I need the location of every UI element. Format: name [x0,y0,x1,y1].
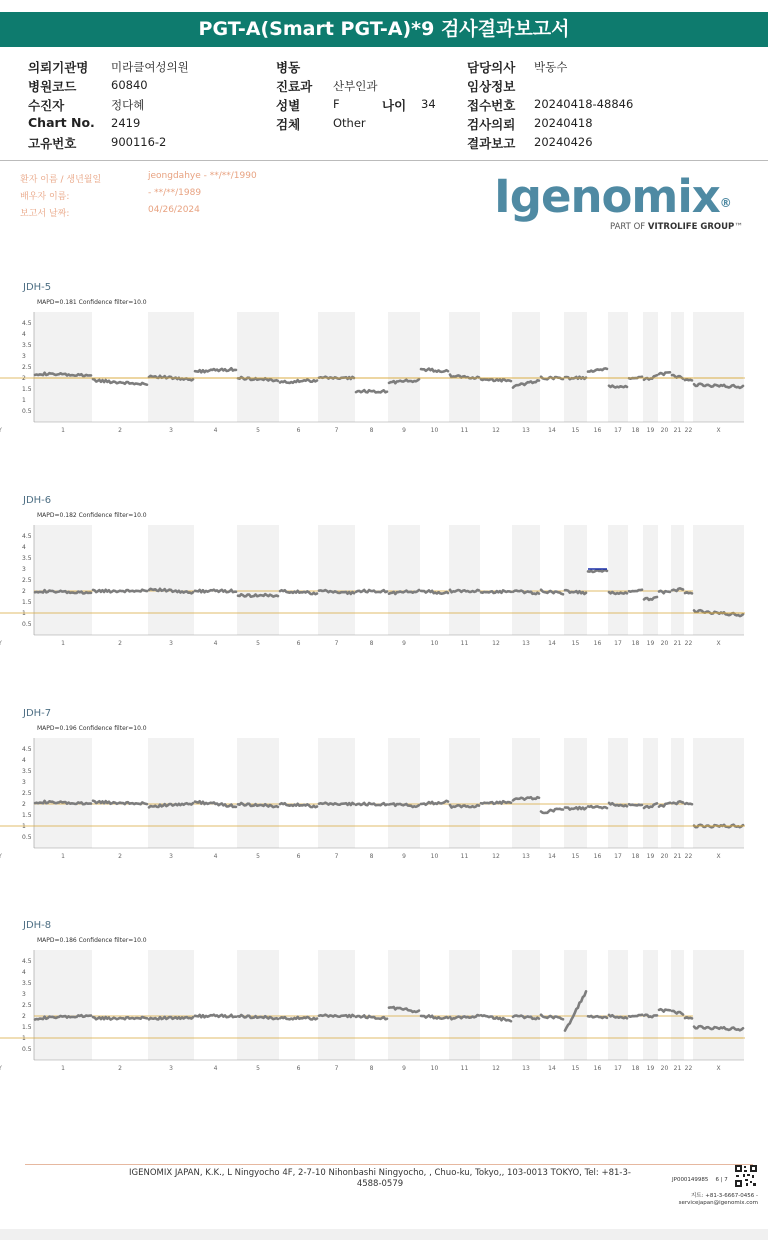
x-tick-label: 2 [118,853,122,860]
y-tick-label: 1.5 [22,812,32,819]
y-tick-label: 4.5 [22,958,32,965]
x-tick-label: 12 [492,1065,500,1072]
x-tick-label: 19 [646,640,655,647]
x-tick-label: 11 [460,1065,469,1072]
cnv-segment-chr2 [93,1017,147,1020]
patient-info-table [0,55,768,155]
chromosome-band [318,950,355,1060]
chromosome-band [449,525,480,635]
chromosome-band [608,738,628,848]
chromosome-band [512,312,540,422]
x-tick-label: 7 [334,853,339,860]
cnv-segment-chr16 [588,806,607,808]
qr-code-icon [735,1165,757,1187]
cnv-segment-chr20 [659,1009,670,1011]
y-tick-label: 0.5 [22,1046,32,1053]
x-tick-label: 15 [571,427,580,434]
x-tick-label: 13 [522,853,530,860]
x-tick-label: 15 [571,853,580,860]
info-value: 900116-2 [111,135,167,149]
x-tick-label: 22 [684,853,693,860]
x-tick-label: 5 [256,640,260,647]
chromosome-band [318,738,355,848]
cnv-segment-chr16 [588,570,607,572]
y-tick-label: 4 [22,544,26,551]
x-tick-label: 1 [61,1065,65,1072]
x-tick-label: 13 [522,640,530,647]
x-tick-label: 6 [296,853,301,860]
cnv-segment-chr2 [93,801,147,805]
doc-id: JP000149985 [672,1177,709,1183]
chart-subtitle: MAPD=0.196 Confidence filter=10.0 [37,725,147,732]
chromosome-band [671,950,684,1060]
x-tick-label: 2 [118,427,122,434]
chart-subtitle: MAPD=0.186 Confidence filter=10.0 [37,937,147,944]
x-tick-label: 16 [593,427,602,434]
y-tick-label: 2 [22,1013,26,1020]
chromosome-band [449,950,480,1060]
chromosome-band [564,738,587,848]
info-value: 정다혜 [111,98,145,112]
cnv-plot [0,282,768,442]
cnv-segment-chr4 [195,590,236,593]
y-tick-label: 4.5 [22,746,32,753]
cnv-segment-chr2 [93,379,147,385]
y-tick-label: 1.5 [22,599,32,606]
cnv-segment-chr4 [195,1015,236,1018]
chromosome-band [693,738,744,848]
x-tick-label: 13 [522,427,530,434]
footer-divider [25,1164,753,1165]
chromosome-band [388,738,420,848]
chromosome-band [388,312,420,422]
x-tick-label: 19 [646,427,655,434]
cnv-segment-chr15 [565,807,586,810]
info-key: 검체 [276,117,301,132]
cnv-chart-4 [0,920,768,1120]
cnv-segment-chr8 [356,590,387,592]
cnv-segment-chr20 [659,803,670,807]
info-key: 접수번호 [467,98,516,113]
info-value: 미라클여성의원 [111,60,189,74]
x-tick-label: 22 [684,640,693,647]
x-tick-label: 14 [548,640,556,647]
chromosome-band [512,525,540,635]
x-tick-label: 6 [296,427,301,434]
cnv-segment-chr18 [629,590,642,592]
chromosome-band [148,950,194,1060]
y-tick-label: 2.5 [22,364,32,371]
contact-fax: 지트: +81-3-6667-0456 - [690,1193,758,1199]
cnv-chart-3 [0,708,768,908]
x-tick-label: 13 [522,1065,530,1072]
x-tick-label: 21 [673,640,682,647]
info-key: 임상정보 [467,79,516,94]
chart-title: JDH-5 [23,282,52,293]
chromosome-band [671,312,684,422]
x-tick-label: 9 [402,640,406,647]
cnv-segment-chr22 [685,379,692,380]
x-tick-label: 15 [571,640,580,647]
y-tick-label: 3.5 [22,980,32,987]
chromosome-band [693,312,744,422]
x-tick-label: 1 [61,853,65,860]
y-tick-label: 4.5 [22,320,32,327]
logo-tagline-brand: VITROLIFE GROUP [647,222,735,232]
chromosome-band [237,312,279,422]
x-tick-label: 17 [614,427,622,434]
x-tick-label: 16 [593,1065,602,1072]
y-tick-label: 4.5 [22,533,32,540]
x-tick-label: 5 [256,427,260,434]
x-tick-label: X [716,1065,721,1072]
info-value: 60840 [111,78,148,92]
logo-tagline [610,222,743,232]
cnv-segment-chr16 [588,1016,607,1018]
header-divider [0,160,768,161]
contact-email: servicejapan@igenomix.com [678,1200,758,1206]
footer-doc-id [672,1177,728,1183]
x-tick-label: 3 [169,427,173,434]
cnv-segment-chr4 [195,368,236,372]
y-tick-label: 0.5 [22,834,32,841]
cnv-segment-chr10 [421,369,448,372]
report-title: PGT-A(Smart PGT-A)*9 검사결과보고서 [0,12,768,47]
x-tick-label: 10 [430,1065,439,1072]
info-key: 진료과 [276,79,313,94]
y-tick-label: 3.5 [22,768,32,775]
x-tick-label: 12 [492,853,500,860]
chromosome-band [643,950,658,1060]
x-tick-label: 1 [61,640,65,647]
info-key: 병동 [276,60,301,75]
chromosome-band [608,950,628,1060]
chromosome-band [671,738,684,848]
info-value: 20240426 [534,135,593,149]
y-tick-label: 4 [22,757,26,764]
x-tick-label: 21 [673,427,682,434]
x-tick-label: 8 [369,1065,374,1072]
info-value: 20240418-48846 [534,97,634,111]
cnv-segment-chr6 [280,380,317,383]
cnv-segment-chr22 [685,803,692,804]
x-tick-label: 14 [548,427,556,434]
cnv-segment-chr22 [685,1017,692,1018]
cnv-segment-chr14 [541,809,563,813]
info-key: 의뢰기관명 [28,60,89,75]
x-tick-label: 16 [593,853,602,860]
x-tick-label: 20 [660,427,669,434]
chromosome-band [34,312,92,422]
cnv-plot [0,708,768,868]
info-value: 20240418 [534,116,593,130]
x-tick-label: 5 [256,853,260,860]
y-tick-label: 1.5 [22,1024,32,1031]
info-key: 담당의사 [467,60,516,75]
cnv-segment-chr8 [356,803,387,805]
y-tick-label: 4 [22,331,26,338]
x-tick-label: 8 [369,853,374,860]
cnv-segment-chr4 [195,801,236,807]
chromosome-band [564,950,587,1060]
chart-subtitle: MAPD=0.181 Confidence filter=10.0 [37,299,147,306]
x-tick-label: 17 [614,853,622,860]
x-tick-label: 6 [296,1065,301,1072]
x-tick-label [0,427,2,434]
x-tick-label: 14 [548,1065,556,1072]
x-tick-label: 17 [614,640,622,647]
chromosome-band [388,525,420,635]
chromosome-band [148,312,194,422]
x-tick-label: 16 [593,640,602,647]
chromosome-band [671,525,684,635]
x-tick-label: 2 [118,640,122,647]
x-tick-label: 5 [256,1065,260,1072]
y-tick-label: 1 [22,397,26,404]
x-tick-label: 7 [334,1065,339,1072]
cnv-segment-chr20 [659,372,670,375]
cnv-segment-chr12 [481,801,511,804]
chromosome-band [318,525,355,635]
x-tick-label: 20 [660,640,669,647]
x-tick-label: 3 [169,640,173,647]
chart-title: JDH-6 [23,495,52,506]
cnv-segment-chr18 [629,804,642,805]
chart-title: JDH-7 [23,708,52,719]
x-tick-label [0,853,2,860]
logo-tagline-prefix: PART OF [610,222,648,232]
cnv-segment-chr22 [685,592,692,593]
x-tick-label: X [716,427,721,434]
chromosome-band [237,525,279,635]
cnv-segment-chr12 [481,379,511,381]
x-tick-label: 7 [334,427,339,434]
chromosome-band [512,950,540,1060]
x-tick-label: 11 [460,853,469,860]
chromosome-band [34,950,92,1060]
x-tick-label: 19 [646,1065,655,1072]
chromosome-band [643,738,658,848]
chromosome-band [449,738,480,848]
x-tick-label: 9 [402,1065,406,1072]
x-tick-label: 3 [169,1065,173,1072]
x-tick-label: 6 [296,640,301,647]
x-tick-label: 21 [673,853,682,860]
patient-name-label: 환자 이름 / 생년월일 [20,175,102,185]
y-tick-label: 0.5 [22,408,32,415]
info-value: F [333,97,340,111]
cnv-segment-chr20 [659,591,670,593]
cnv-segment-chr13 [513,797,539,800]
y-tick-label: 1 [22,1035,26,1042]
chromosome-band [449,312,480,422]
x-tick-label: 4 [213,853,218,860]
x-tick-label: 17 [614,1065,622,1072]
chart-title: JDH-8 [23,920,52,931]
chromosome-band [34,525,92,635]
x-tick-label: 21 [673,1065,682,1072]
info-value: Other [333,116,366,130]
chromosome-band [318,312,355,422]
x-tick-label: 22 [684,427,693,434]
info-key: 결과보고 [467,136,516,151]
x-tick-label: 18 [631,1065,640,1072]
y-tick-label: 1 [22,823,26,830]
cnv-plot [0,920,768,1080]
cnv-segment-chr18 [629,1015,642,1017]
x-tick-label: 11 [460,640,469,647]
y-tick-label: 2 [22,375,26,382]
cnv-segment-chr17 [609,592,627,594]
chromosome-band [237,950,279,1060]
chromosome-band [643,312,658,422]
x-tick-label: 4 [213,427,218,434]
chromosome-band [564,312,587,422]
x-tick-label: X [716,853,721,860]
report-date-label: 보고서 날짜: [20,209,70,219]
logo-registered: ® [719,196,731,210]
chromosome-band [693,525,744,635]
chromosome-band [388,950,420,1060]
cnv-segment-chr14 [541,590,563,595]
x-tick-label: 20 [660,853,669,860]
x-tick-label: 9 [402,853,406,860]
x-tick-label: 10 [430,853,439,860]
y-tick-label: 2.5 [22,1002,32,1009]
cnv-plot [0,495,768,655]
page-number: 6 | 7 [715,1177,728,1183]
cnv-chart-2 [0,495,768,695]
y-tick-label: 3 [22,566,26,573]
x-tick-label [0,1065,2,1072]
y-tick-label: 3.5 [22,342,32,349]
info-key: Chart No. [28,115,95,130]
x-tick-label: 20 [660,1065,669,1072]
cnv-segment-chr6 [280,1017,317,1020]
spouse-name-label: 배우자 이름: [20,192,70,202]
y-tick-label: 2.5 [22,790,32,797]
y-tick-label: 4 [22,969,26,976]
igenomix-logo [494,172,731,222]
x-tick-label: 14 [548,853,556,860]
x-tick-label: 18 [631,853,640,860]
info-key: 고유번호 [28,136,77,151]
chromosome-band [564,525,587,635]
chromosome-band [148,525,194,635]
y-tick-label: 0.5 [22,621,32,628]
age-value: 34 [421,97,436,111]
cnv-chart-1 [0,282,768,482]
x-tick-label: 10 [430,427,439,434]
x-tick-label: 11 [460,427,469,434]
page-bottom-band [0,1229,768,1240]
logo-text: Igenomix [494,170,720,223]
patient-name-value: jeongdahye - **/**/1990 [148,171,257,181]
x-tick-label: 8 [369,427,374,434]
y-tick-label: 2.5 [22,577,32,584]
x-tick-label: 3 [169,853,173,860]
y-tick-label: 3 [22,991,26,998]
chromosome-band [608,312,628,422]
x-tick-label: 9 [402,427,406,434]
x-tick-label: 2 [118,1065,122,1072]
x-tick-label: 7 [334,640,339,647]
x-tick-label: 18 [631,427,640,434]
x-tick-label: 12 [492,427,500,434]
chart-subtitle: MAPD=0.182 Confidence filter=10.0 [37,512,147,519]
chromosome-band [608,525,628,635]
x-tick-label: 4 [213,640,218,647]
cnv-segment-chr2 [93,590,147,593]
y-tick-label: 3.5 [22,555,32,562]
x-tick-label: X [716,640,721,647]
y-tick-label: 3 [22,353,26,360]
cnv-segment-chr7 [319,1015,354,1017]
x-tick-label: 8 [369,640,374,647]
chromosome-band [693,950,744,1060]
info-value: 박동수 [534,60,568,74]
y-tick-label: 2 [22,801,26,808]
chromosome-band [34,738,92,848]
info-key: 병원코드 [28,79,77,94]
info-value: 산부인과 [333,79,378,93]
x-tick-label: 22 [684,1065,693,1072]
cnv-segment-chr14 [541,1015,563,1020]
x-tick-label: 18 [631,640,640,647]
report-date-value: 04/26/2024 [148,205,200,215]
x-tick-label: 12 [492,640,500,647]
info-value: 2419 [111,116,141,130]
logo-tagline-tm: ™ [734,222,743,232]
chromosome-band [237,738,279,848]
y-tick-label: 2 [22,588,26,595]
cnv-segment-chr7 [319,803,354,805]
cnv-segment-chr16 [588,368,607,371]
x-tick-label [0,640,2,647]
x-tick-label: 10 [430,640,439,647]
info-key: 성별 [276,98,301,113]
x-tick-label: 4 [213,1065,218,1072]
cnv-segment-chr17 [609,386,627,388]
footer-address: IGENOMIX JAPAN, K.K., L Ningyocho 4F, 2-7-10 Nihonbashi Ningyocho, , Chuo-ku, Tokyo,, 103-0013 TOKYO, Tel: +81-3-4588-0579 [129,1168,631,1189]
age-label: 나이 [382,98,407,113]
x-tick-label: 19 [646,853,655,860]
info-key: 검사의뢰 [467,117,516,132]
spouse-name-value: - **/**/1989 [148,188,202,198]
y-tick-label: 1.5 [22,386,32,393]
y-tick-label: 1 [22,610,26,617]
chromosome-band [148,738,194,848]
info-key: 수진자 [28,98,65,113]
chromosome-band [512,738,540,848]
footer-contact [672,1193,758,1207]
chromosome-band [643,525,658,635]
x-tick-label: 15 [571,1065,580,1072]
x-tick-label: 1 [61,427,65,434]
y-tick-label: 3 [22,779,26,786]
cnv-segment-chr8 [356,390,387,392]
